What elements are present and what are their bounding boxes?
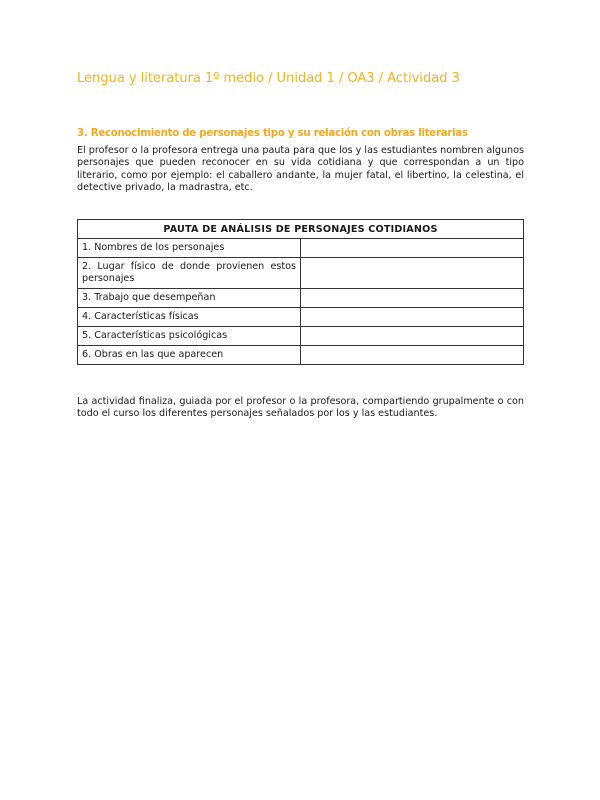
page-header-breadcrumb: Lengua y literatura 1º medio / Unidad 1 / OA3 / Actividad 3 xyxy=(77,71,460,86)
row-answer-cell xyxy=(301,289,524,308)
table-title: PAUTA DE ANÁLISIS DE PERSONAJES COTIDIANOS xyxy=(78,220,524,239)
row-label: 4. Características físicas xyxy=(78,308,301,327)
row-label: 3. Trabajo que desempeñan xyxy=(78,289,301,308)
table-row xyxy=(78,327,524,346)
table-row xyxy=(78,308,524,327)
row-answer-cell xyxy=(301,239,524,258)
row-answer-cell xyxy=(301,327,524,346)
closing-paragraph: La actividad finaliza, guiada por el profesor o la profesora, compartiendo grupalmente o con todo el curso los diferentes personajes señalados por los y las estudiantes. xyxy=(77,396,524,420)
section-title: 3. Reconocimiento de personajes tipo y su relación con obras literarias xyxy=(77,128,468,139)
row-label: 1. Nombres de los personajes xyxy=(78,239,301,258)
row-label: 5. Características psicológicas xyxy=(78,327,301,346)
table-header-row xyxy=(78,220,524,239)
table-row xyxy=(78,346,524,365)
row-answer-cell xyxy=(301,258,524,289)
table-row xyxy=(78,239,524,258)
intro-paragraph: El profesor o la profesora entrega una pauta para que los y las estudiantes nombren algunos personajes que pueden reconocer en su vida cotidiana y que correspondan a un tipo literario, como por ejemplo: el caballero andante, la mujer fatal, el libertino, la celestina, el detective privado, la madrastra, etc. xyxy=(77,145,524,194)
analysis-table xyxy=(77,219,524,365)
row-answer-cell xyxy=(301,346,524,365)
row-answer-cell xyxy=(301,308,524,327)
row-label: 2. Lugar físico de donde provienen estos personajes xyxy=(78,258,301,289)
table-row xyxy=(78,258,524,289)
table-row xyxy=(78,289,524,308)
row-label: 6. Obras en las que aparecen xyxy=(78,346,301,365)
